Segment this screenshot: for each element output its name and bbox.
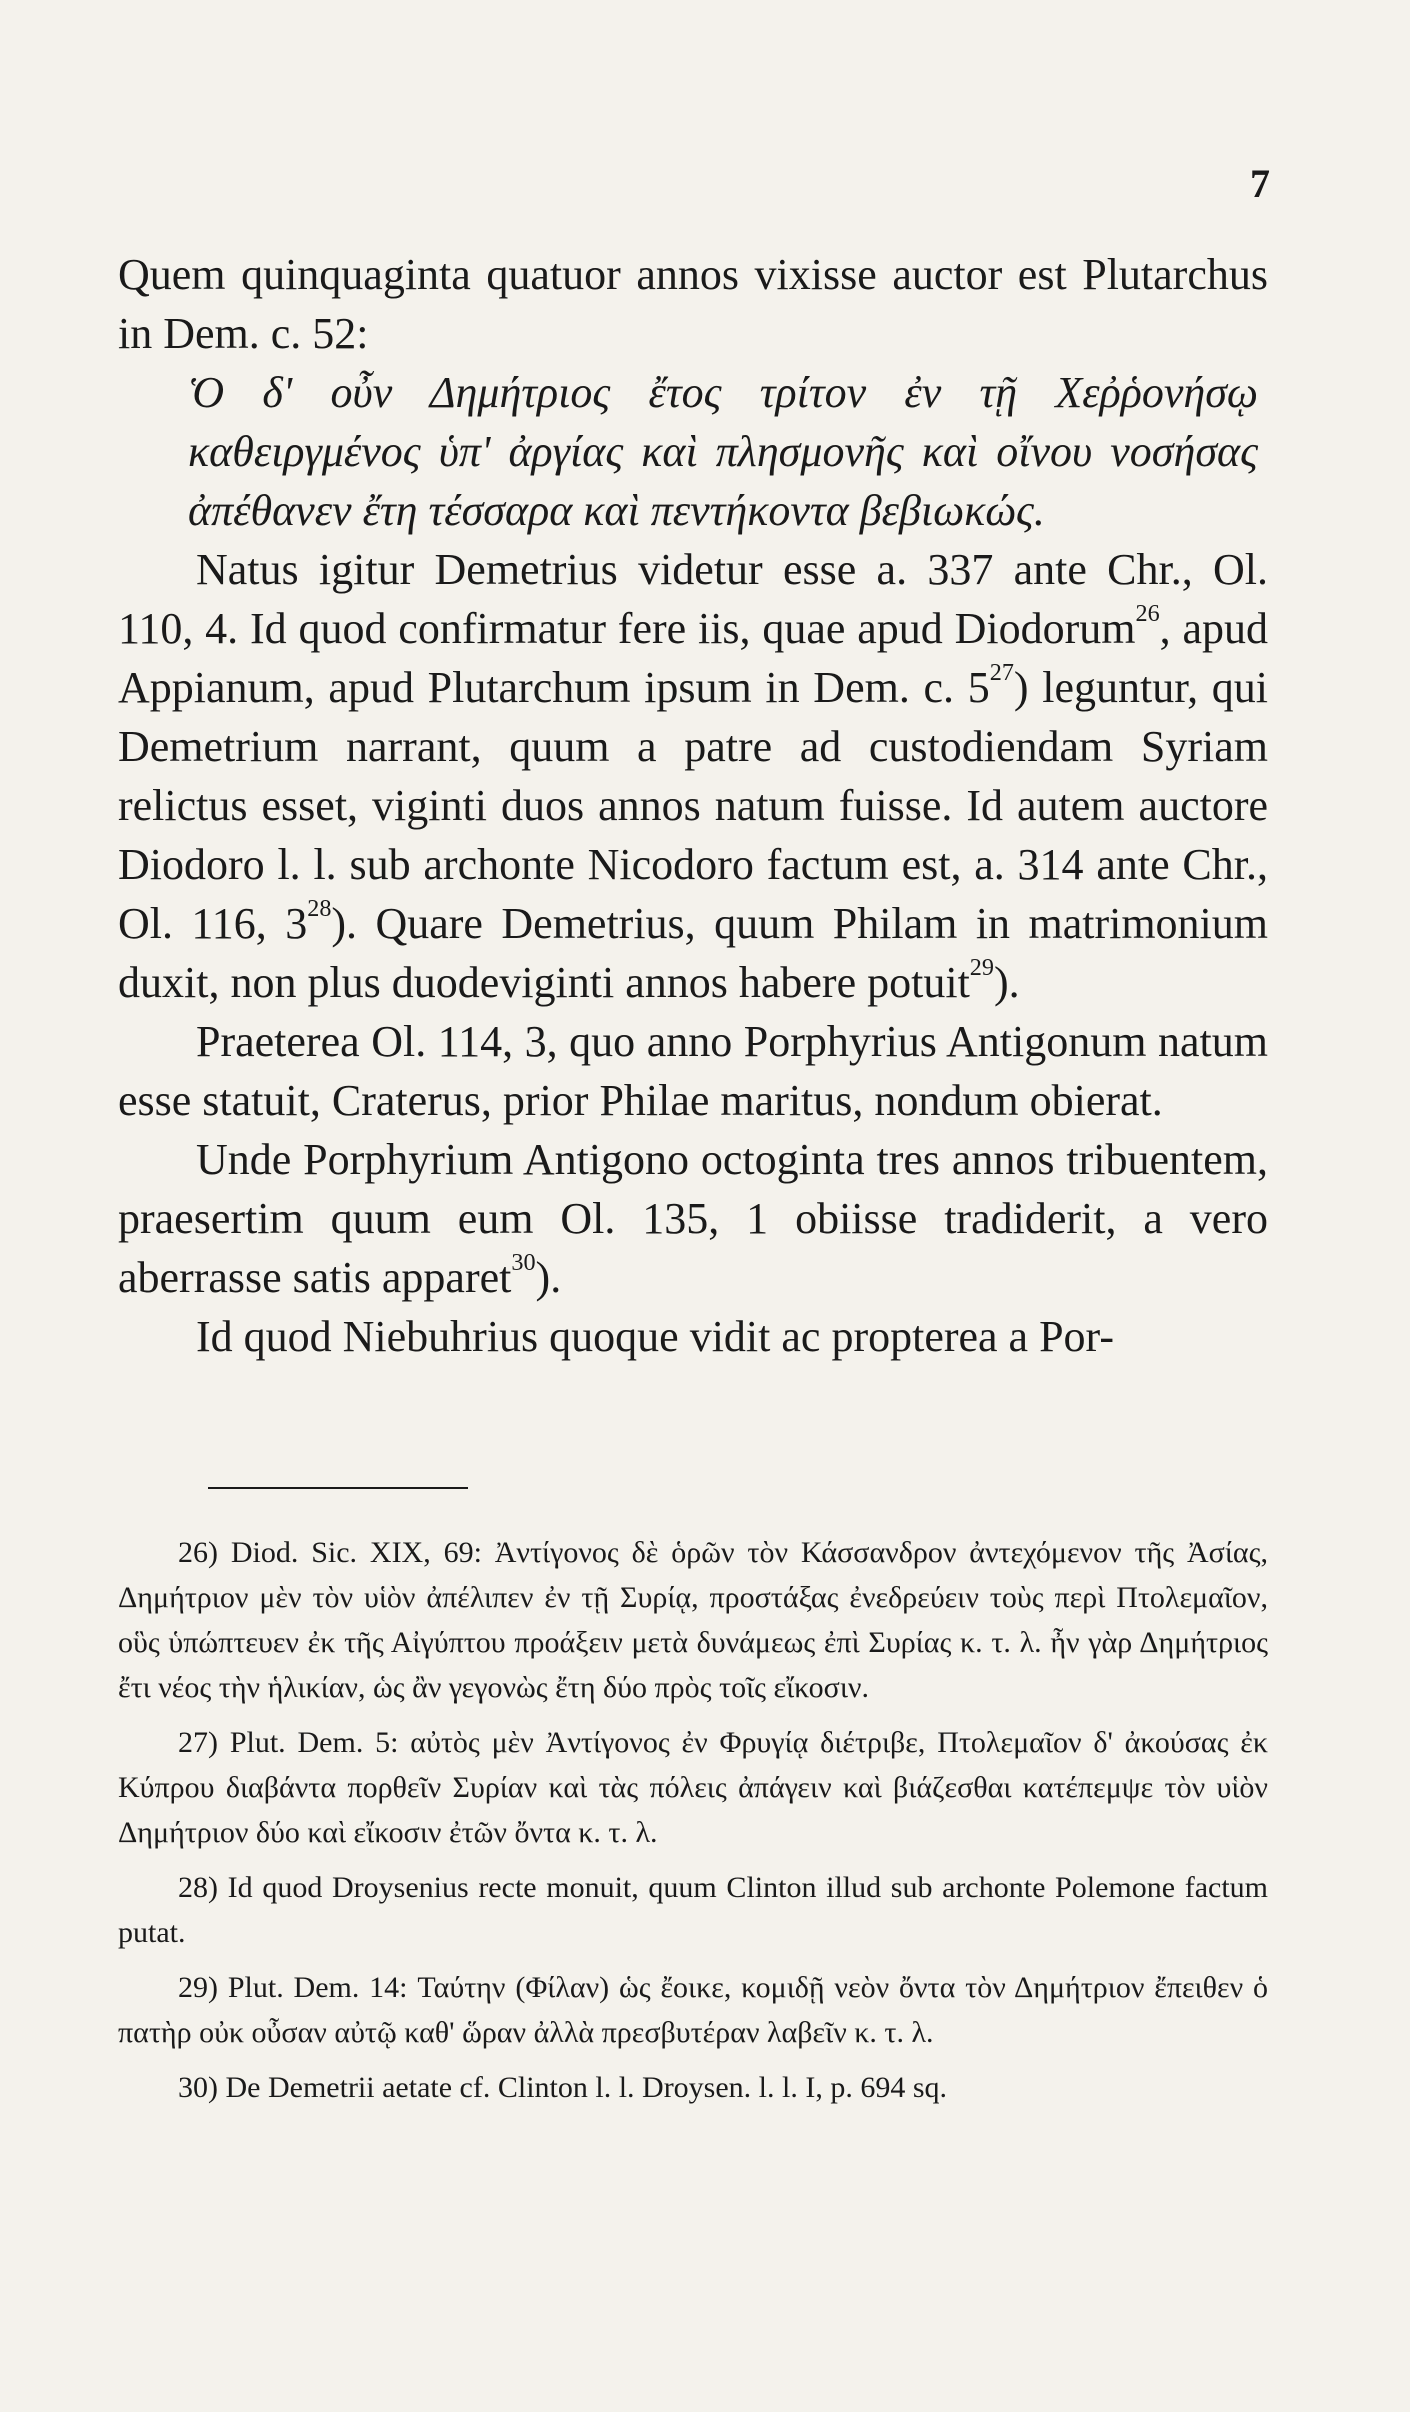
paragraph-2-text-c: ) leguntur, qui Demetrium narrant, quum a patre ad custodiendam Syriam relictus esset, viginti duos annos natum fuisse. Id autem auctore Diodoro l. l. sub archonte Nicodoro factum est, a. 314 ante Chr., Ol. 116, 3 (118, 663, 1268, 948)
footnote-number: 29) (178, 1971, 218, 2004)
paragraph-1: Quem quinquaginta quatuor annos vixisse auctor est Plutarchus in Dem. c. 52: (118, 250, 1268, 358)
paragraph-2-text-d: ). Quare Demetrius, quum Philam in matrimonium duxit, non plus duodeviginti annos habere potuit (118, 899, 1268, 1007)
paragraph-2-text-b: , apud Appianum, apud Plutarchum ipsum in Dem. c. 5 (118, 604, 1269, 712)
greek-quotation: Ὁ δ' οὖν Δημήτριος ἔτος τρίτον ἐν τῇ Χεῤῥονήσῳ καθειργμένος ὑπ' ἀργίας καὶ πλησμονῆς καὶ οἴνου νοσήσας ἀπέθανεν ἔτη τέσσαρα καὶ πεντήκοντα βεβιωκώς. (188, 368, 1258, 535)
footnote-text: Id quod Droysenius recte monuit, quum Clinton illud sub archonte Polemone factum putat. (118, 1871, 1269, 1949)
footnote-divider (208, 1487, 468, 1489)
footnote-ref-28: 28 (307, 895, 332, 923)
footnote-text: Diod. Sic. XIX, 69: Ἀντίγονος δὲ ὁρῶν τὸν Κάσσανδρον ἀντεχόμενον τῆς Ἀσίας, Δημήτριον μὲν τὸν υἱὸν ἀπέλιπεν ἐν τῇ Συρίᾳ, προστάξας ἐνεδρεύειν τοὺς περὶ Πτολεμαῖον, οὓς ὑπώπτευεν ἐκ τῆς Αἰγύπτου προάξειν μετὰ δυνάμεως ἐπὶ Συρίας κ. τ. λ. ἦν γὰρ Δημήτριος ἔτι νέος τὴν ἡλικίαν, ὡς ἂν γεγονὼς ἔτη δύο πρὸς τοῖς εἴκοσιν. (118, 1536, 1269, 1704)
footnote-27 (118, 1720, 1268, 1855)
paragraph-4-text-b: ). (535, 1253, 562, 1302)
footnote-text: Plut. Dem. 5: αὐτὸς μὲν Ἀντίγονος ἐν Φρυγίᾳ διέτριβε, Πτολεμαῖον δ' ἀκούσας ἐκ Κύπρου διαβάντα πορθεῖν Συρίαν καὶ τὰς πόλεις ἀπάγειν καὶ βιάζεσθαι κατέπεμψε τὸν υἱὸν Δημήτριον δύο καὶ εἴκοσιν ἐτῶν ὄντα κ. τ. λ. (118, 1726, 1269, 1849)
footnote-text: Plut. Dem. 14: Ταύτην (Φίλαν) ὡς ἔοικε, κομιδῇ νεὸν ὄντα τὸν Δημήτριον ἔπειθεν ὁ πατὴρ οὐκ οὖσαν αὐτῷ καθ' ὥραν ἀλλὰ πρεσβυτέραν λαβεῖν κ. τ. λ. (118, 1971, 1269, 2049)
paragraph-4 (118, 1130, 1268, 1307)
footnotes (118, 1530, 1268, 2120)
paragraph-3: Praeterea Ol. 114, 3, quo anno Porphyrius Antigonum natum esse statuit, Craterus, prior Philae maritus, nondum obierat. (118, 1017, 1268, 1125)
footnote-ref-29: 29 (969, 954, 994, 982)
footnote-number: 26) (178, 1536, 218, 1569)
footnote-ref-27: 27 (989, 659, 1014, 687)
page-number: 7 (1250, 161, 1270, 206)
footnote-number: 28) (178, 1871, 218, 1904)
paragraph-5: Id quod Niebuhrius quoque vidit ac propterea a Por- (196, 1312, 1114, 1361)
footnote-29 (118, 1965, 1268, 2055)
paragraph-2-text-a: Natus igitur Demetrius videtur esse a. 337 ante Chr., Ol. 110, 4. Id quod confirmatur fere iis, quae apud Diodorum (118, 545, 1268, 653)
footnote-ref-26: 26 (1135, 600, 1160, 628)
footnote-ref-30: 30 (511, 1249, 536, 1277)
paragraph-2 (118, 540, 1268, 1012)
footnote-text: De Demetrii aetate cf. Clinton l. l. Droysen. l. l. I, p. 694 sq. (225, 2071, 948, 2104)
paragraph-4-text-a: Unde Porphyrium Antigono octoginta tres annos tribuentem, praesertim quum eum Ol. 135, 1 obiisse tradiderit, a vero aberrasse satis apparet (118, 1135, 1268, 1302)
footnote-26 (118, 1530, 1268, 1710)
footnote-number: 30) (178, 2071, 218, 2104)
paragraph-2-text-e: ). (993, 958, 1020, 1007)
footnote-28 (118, 1865, 1268, 1955)
footnote-30 (118, 2065, 1268, 2110)
main-text (118, 245, 1268, 1366)
footnote-number: 27) (178, 1726, 218, 1759)
